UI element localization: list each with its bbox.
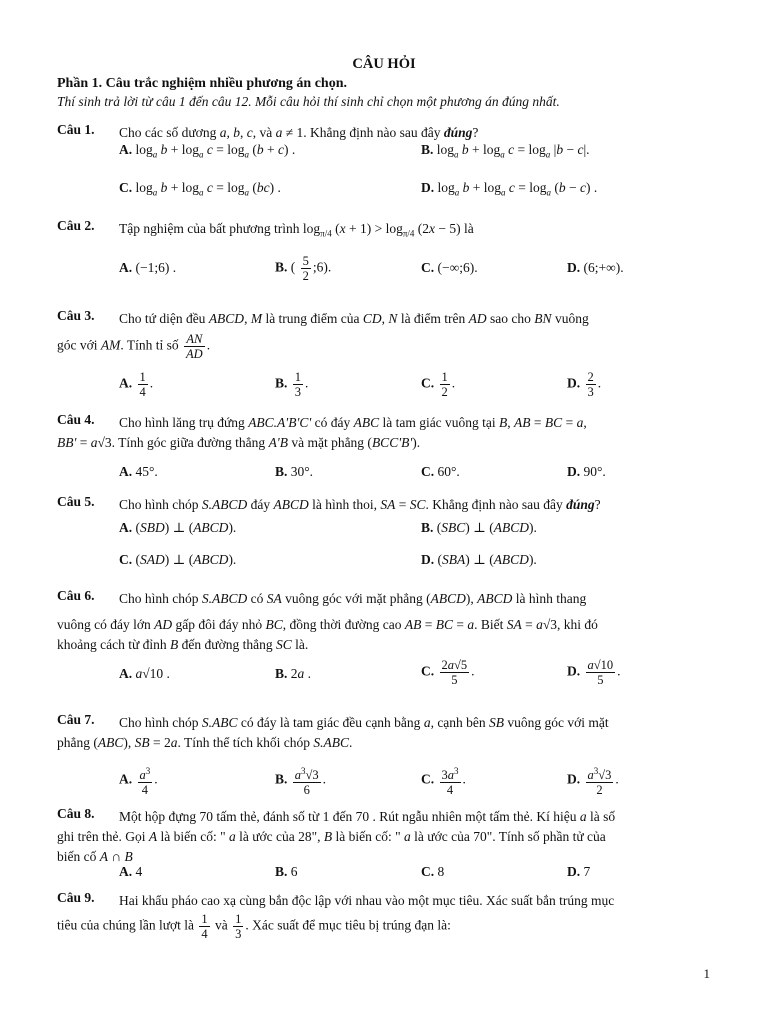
option-a[interactable]: A. (SBD) ⊥ (ABCD). <box>119 520 237 535</box>
option-c[interactable]: C. $\frac{1}{2}$ . <box>421 370 456 399</box>
option-d[interactable]: D. $\frac{a^3√3}{2}$ . <box>567 766 619 798</box>
option-d[interactable]: D. (6;+∞). <box>567 260 624 275</box>
option-a[interactable]: A. (−1;6) . <box>119 260 177 275</box>
option-a[interactable]: A. 45°. <box>119 464 158 479</box>
option-a[interactable]: A. 4 <box>119 864 143 879</box>
question-stem: Cho các số dương a, b, c, và a ≠ 1. Khẳng định nào sau đây đúng? <box>119 125 479 140</box>
option-c[interactable]: C. $\log_a b + \log_a c = \log_a (bc)$ . <box>119 180 281 198</box>
question-stem: Cho hình chóp S.ABCD có SA vuông góc với mặt phẳng (ABCD), ABCD là hình thang <box>119 591 587 606</box>
option-b[interactable]: B. 6 <box>275 864 298 879</box>
question-stem: Cho tứ diện đều ABCD, M là trung điểm của CD, N là điểm trên AD sao cho BN vuông <box>119 311 589 326</box>
instructions: Thí sinh trả lời từ câu 1 đến câu 12. Mỗi câu hỏi thí sinh chỉ chọn một phương án đúng nhất. <box>57 94 560 109</box>
option-c[interactable]: C. (SAD) ⊥ (ABCD). <box>119 552 237 567</box>
question-stem-line-2: phẳng (ABC), SB = 2a. Tính thể tích khối chóp S.ABC. <box>57 735 353 750</box>
option-d[interactable]: D. 90°. <box>567 464 606 479</box>
question-number: Câu 2. <box>57 218 95 233</box>
question-number: Câu 9. <box>57 890 95 905</box>
question-7 <box>57 712 712 802</box>
page-number: 1 <box>703 966 710 981</box>
option-a[interactable]: A. a√10 . <box>119 666 170 681</box>
question-8 <box>57 806 712 888</box>
question-stem-line-3: khoảng cách từ đỉnh B đến đường thẳng SC là. <box>57 637 309 652</box>
question-stem-line-3: biến cố A ∩ B <box>57 849 133 864</box>
question-5 <box>57 494 712 574</box>
question-stem-line-2: BB' = a√3. Tính góc giữa đường thẳng A'B và mặt phẳng (BCC'B'). <box>57 435 421 450</box>
option-b[interactable]: B. $\frac{a^3√3}{6}$ . <box>275 766 327 798</box>
option-c[interactable]: C. $\frac{3a^3}{4}$ . <box>421 766 466 798</box>
question-number: Câu 6. <box>57 588 95 603</box>
option-b[interactable]: B. $\log_a b + \log_a c = \log_a |b - c|$. <box>421 142 590 160</box>
option-c[interactable]: C. $\frac{2a√5}{5}$ . <box>421 658 475 687</box>
question-number: Câu 4. <box>57 412 95 427</box>
option-d[interactable]: D. 7 <box>567 864 591 879</box>
option-c[interactable]: C. (−∞;6). <box>421 260 478 275</box>
question-number: Câu 1. <box>57 122 95 137</box>
option-d[interactable]: D. $\frac{2}{3}$ . <box>567 370 602 399</box>
option-b[interactable]: B. (SBC) ⊥ (ABCD). <box>421 520 537 535</box>
option-d[interactable]: D. $\frac{a√10}{5}$ . <box>567 658 621 687</box>
question-number: Câu 5. <box>57 494 95 509</box>
question-1 <box>57 122 712 204</box>
question-9 <box>57 890 712 950</box>
question-stem: Tập nghiệm của bất phương trình $\log_{\pi/4} (x + 1) > \log_{\pi/4} (2x - 5)$ là <box>119 221 474 239</box>
question-number: Câu 8. <box>57 806 95 821</box>
question-stem: Cho hình lăng trụ đứng ABC.A'B'C' có đáy ABC là tam giác vuông tại B, AB = BC = a, <box>119 415 587 430</box>
question-stem: Hai khẩu pháo cao xạ cùng bắn độc lập với nhau vào một mục tiêu. Xác suất bắn trúng mục <box>119 893 615 908</box>
question-3 <box>57 308 712 398</box>
page-title: CÂU HỎI <box>352 56 416 72</box>
option-d[interactable]: D. (SBA) ⊥ (ABCD). <box>421 552 537 567</box>
option-a[interactable]: A. $\frac{a^3}{4}$ . <box>119 766 158 798</box>
option-b[interactable]: B. 30°. <box>275 464 314 479</box>
question-stem-line-2: ghi trên thẻ. Gọi A là biến cố: " a là ước của 28", B là biến cố: " a là ước của 70". Tính số phần tử của <box>57 829 606 844</box>
question-stem: Cho hình chóp S.ABC có đáy là tam giác đều cạnh bằng a, cạnh bên SB vuông góc với mặt <box>119 715 609 730</box>
question-6 <box>57 588 712 698</box>
part-heading: Phần 1. Câu trắc nghiệm nhiều phương án chọn. <box>57 76 347 91</box>
option-a[interactable]: A. $\frac{1}{4}$ . <box>119 370 154 399</box>
option-b[interactable]: B. ( $\frac{5}{2}$ ;6). <box>275 254 332 283</box>
question-number: Câu 7. <box>57 712 95 727</box>
option-b[interactable]: B. 2a . <box>275 666 312 681</box>
option-d[interactable]: D. $\log_a b + \log_a c = \log_a (b - c)$ . <box>421 180 598 198</box>
question-stem: Một hộp đựng 70 tấm thẻ, đánh số từ 1 đến 70 . Rút ngẫu nhiên một tấm thẻ. Kí hiệu a là số <box>119 809 616 824</box>
question-stem-line-2: vuông có đáy lớn AD gấp đôi đáy nhỏ BC, đồng thời đường cao AB = BC = a. Biết SA = a√3, khi đó <box>57 617 598 632</box>
option-c[interactable]: C. 60°. <box>421 464 460 479</box>
question-2 <box>57 218 712 288</box>
option-a[interactable]: A. $\log_a b + \log_a c = \log_a (b + c)$ . <box>119 142 296 160</box>
question-stem-line-2: góc với AM. Tính tỉ số $\frac{AN}{AD}$ . <box>57 332 211 361</box>
question-stem-line-2: tiêu của chúng lần lượt là $\frac{1}{4}$ và $\frac{1}{3}$ . Xác suất để mục tiêu bị trúng đạn là: <box>57 912 451 941</box>
question-number: Câu 3. <box>57 308 95 323</box>
question-4 <box>57 412 712 482</box>
question-stem: Cho hình chóp S.ABCD đáy ABCD là hình thoi, SA = SC. Khẳng định nào sau đây đúng? <box>119 497 601 512</box>
option-c[interactable]: C. 8 <box>421 864 445 879</box>
option-b[interactable]: B. $\frac{1}{3}$ . <box>275 370 309 399</box>
